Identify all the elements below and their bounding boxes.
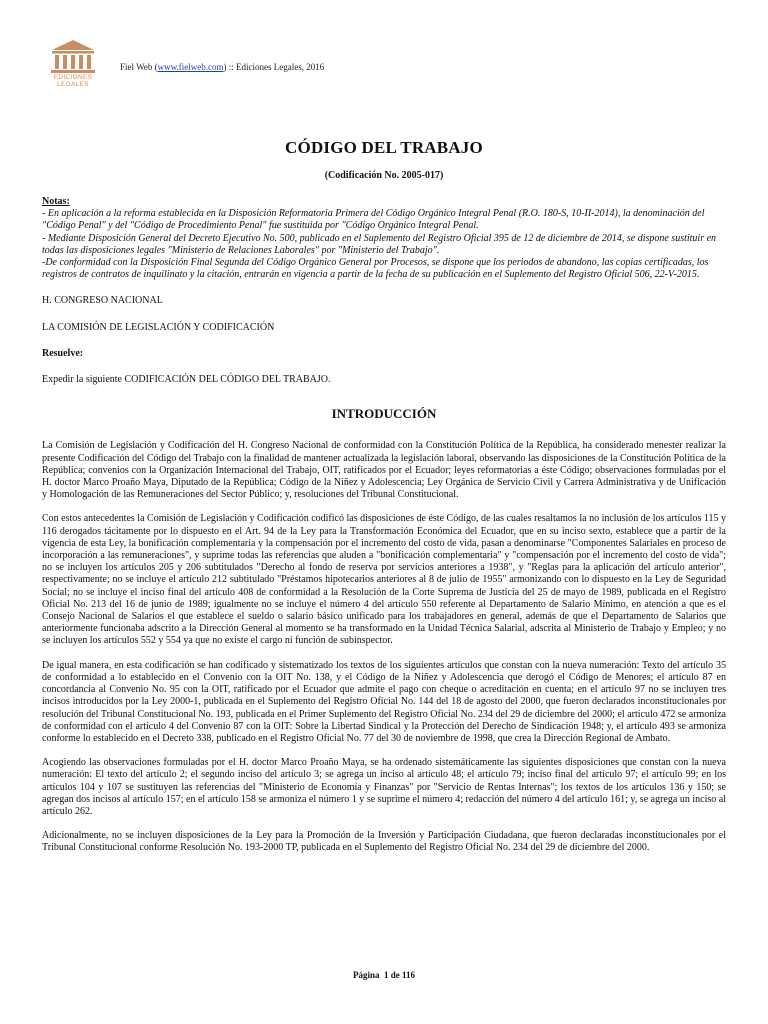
page-total: de 116 (390, 970, 416, 980)
note-item: - En aplicación a la reforma establecida en la Disposición Reformatoria Primera del Código Orgánico Integral Penal (R.O. 180-S, 10-II-2014), la denominación del "Código Penal" y del "Código de Procedimiento Penal" fue sustituida por "Código Orgánico Integral Penal. (42, 208, 705, 232)
intro-paragraph: De igual manera, en esta codificación se han codificado y sistematizado los textos de los siguientes artículos que constan con la nueva numeración: Texto del artículo 35 de conformidad a lo establecido en el Convenio con la OIT No. 138, y el Código de la Niñez y Adolescencia que derogó el Código de Menores; el artículo 87 en concordancia al Convenio No. 95 con la OIT, ratificado por el Ecuador que admite el pago con cheque o acreditación en cuenta; en el artículo 97 no se incluyen tres incisos introducidos por la Ley 2000-1, publicada en el Suplemento del Registro Oficial No. 144 del 18 de agosto del 2000, que fueron declarados inconstitucionales por resolución del Tribunal Constitucional No. 193, publicada en el Primer Suplemento del Registro Oficial No. 234 del 29 de diciembre del 2000; el artículo 472 se armoniza de conformidad con el artículo 4 del Convenio 87 con la OIT: Sobre la Libertad Sindical y la Protección del Derecho de Sindicación 1948; y, el artículo 493 se armoniza conforme lo establecido en el Decreto 338, publicado en el Registro Oficial No. 77 del 30 de noviembre de 1998, que crea la Dirección Regional de Ambato. (42, 659, 726, 744)
page-footer (0, 970, 768, 980)
header-source-line: Fiel Web (www.fielweb.com) :: Ediciones Legales, 2016 (120, 62, 325, 72)
page-number: 1 (384, 970, 389, 980)
ediciones-legales-logo (44, 38, 102, 94)
columns-building-icon (44, 38, 102, 74)
document-subtitle: (Codificación No. 2005-017) (324, 170, 444, 181)
notes-section (42, 196, 726, 281)
page-header (44, 38, 724, 94)
note-item: -De conformidad con la Disposición Final Segunda del Código Orgánico General por Procesos, se dispone que los periodos de abandono, las copias certificadas, los registros de contratos de inquilinato y la citación, entrarán en vigencia a partir de la fecha de su publicación en el Suplemento del Registro Oficial 506, 22-V-2015. (42, 257, 709, 281)
logo-text: EDICIONES LEGALES (53, 74, 93, 88)
note-item: - Mediante Disposición General del Decreto Ejecutivo No. 500, publicado en el Suplemento del Registro Oficial 395 de 12 de diciembre de 2014, se dispone sustituir en todas las disposiciones legales "Ministerio de Relaciones Laborales" por "Ministerio del Trabajo". (42, 232, 717, 256)
commission-line: LA COMISIÓN DE LEGISLACIÓN Y CODIFICACIÓN (42, 321, 275, 333)
intro-paragraph: Adicionalmente, no se incluyen disposiciones de la Ley para la Promoción de la Inversión y Participación Ciudadana, que fueron declaradas inconstitucionales por el Tribunal Constitucional conforme Resolución No. 193-2000 TP, publicada en el Suplemento del Registro Oficial No. 234 del 29 de diciembre del 2000. (42, 830, 726, 854)
notes-heading: Notas: (42, 196, 70, 207)
introduccion-heading: INTRODUCCIÓN (331, 406, 437, 422)
document-body (42, 196, 726, 855)
resuelve-line: Resuelve: (42, 347, 84, 359)
introduction-body (42, 440, 726, 854)
congress-line: H. CONGRESO NACIONAL (42, 295, 163, 307)
fielweb-link[interactable]: www.fielweb.com (157, 62, 224, 72)
intro-paragraph: Acogiendo las observaciones formuladas por el H. doctor Marco Proaño Maya, se ha ordenado sistemáticamente las siguientes disposiciones que constan con la nueva numeración: El texto del artículo 2; el segundo inciso del artículo 3; se agrega un inciso al artículo 48; el artículo 79; inciso final del artículo 97; el artículo 99; en los artículos 104 y 107 se sustituyen las referencias del "Ministerio de Economía y Finanzas" por "Servicio de Rentas Internas"; los textos de los artículos 136 y 150; se agregan dos incisos al artículo 157; en el artículo 158 se armoniza el número 1 y se suprime el número 4; redacción del número 4 del artículo 161; y, se agrega un inciso al artículo 262. (42, 757, 726, 817)
intro-paragraph: La Comisión de Legislación y Codificación del H. Congreso Nacional de conformidad con la Constitución Política de la República, ha considerado menester realizar la presente Codificación del Código del Trabajo con la finalidad de mantener actualizada la legislación laboral, observando las disposiciones de la Constitución Política de la República; convenios con la Organización Internacional del Trabajo, OIT, ratificados por el Ecuador; leyes reformatorias a éste Código; observaciones formuladas por el H. doctor Marco Proaño Maya, Diputado de la República; Código de la Niñez y Adolescencia; Ley Orgánica de Servicio Civil y Carrera Administrativa y de Unificación y Homologación de las Remuneraciones del Sector Público; y, resoluciones del Tribunal Constitucional. (42, 440, 726, 501)
document-title: CÓDIGO DEL TRABAJO (285, 138, 483, 157)
intro-paragraph: Con estos antecedentes la Comisión de Legislación y Codificación codificó las disposiciones de éste Código, de las cuales resaltamos la no inclusión de los artículos 115 y 116 derogados tácitamente por lo dispuesto en el Art. 94 de la Ley para la Transformación Económica del Ecuador, que en su inciso sexto, establece que a partir de la vigencia de esta Ley, la bonificación complementaria y la compensación por el incremento del costo de vida, pasan a denominarse "Componentes Salariales en proceso de incorporación a las remuneraciones", y suprime todas las referencias que aluden a "bonificación complementaria" y "compensación por el incremento del costo de vida"; no se incluyen los artículos 205 y 206 subtitulados "Derecho al fondo de reserva por servicios anteriores a 1938", y "Reglas para la aplicación del artículo anterior", respectivamente; no se incluye el artículo 212 subtitulado "Préstamos hipotecarios anteriores al 8 de julio de 1955" armonizando con lo dispuesto en la Ley de Seguridad Social; no se incluye el inciso final del artículo 408 de conformidad a la Resolución de la Corte Suprema de Justicia del 25 de mayo de 1989, publicada en el Registro Oficial No. 213 del 16 de junio de 1989; igualmente no se incluye el número 4 del artículo 550 referente al Departamento de Salario Mínimo, en atención a que es el Consejo Nacional de Salarios el que establece el sueldo o salario básico unificado para los trabajadores en general, además de que el Departamento de Salarios que anteriormente funcionaba adscrito a la Dirección General al momento se ha transformado en la Unidad Técnica Salarial, adscrita al Ministerio de Trabajo y Empleo; y no se incluyen los artículos 552 y 554 ya que no existe el cargo ni función de subinspector. (42, 513, 726, 647)
expedir-line: Expedir la siguiente CODIFICACIÓN DEL CÓDIGO DEL TRABAJO. (42, 374, 331, 386)
page-label: Página (352, 970, 380, 980)
